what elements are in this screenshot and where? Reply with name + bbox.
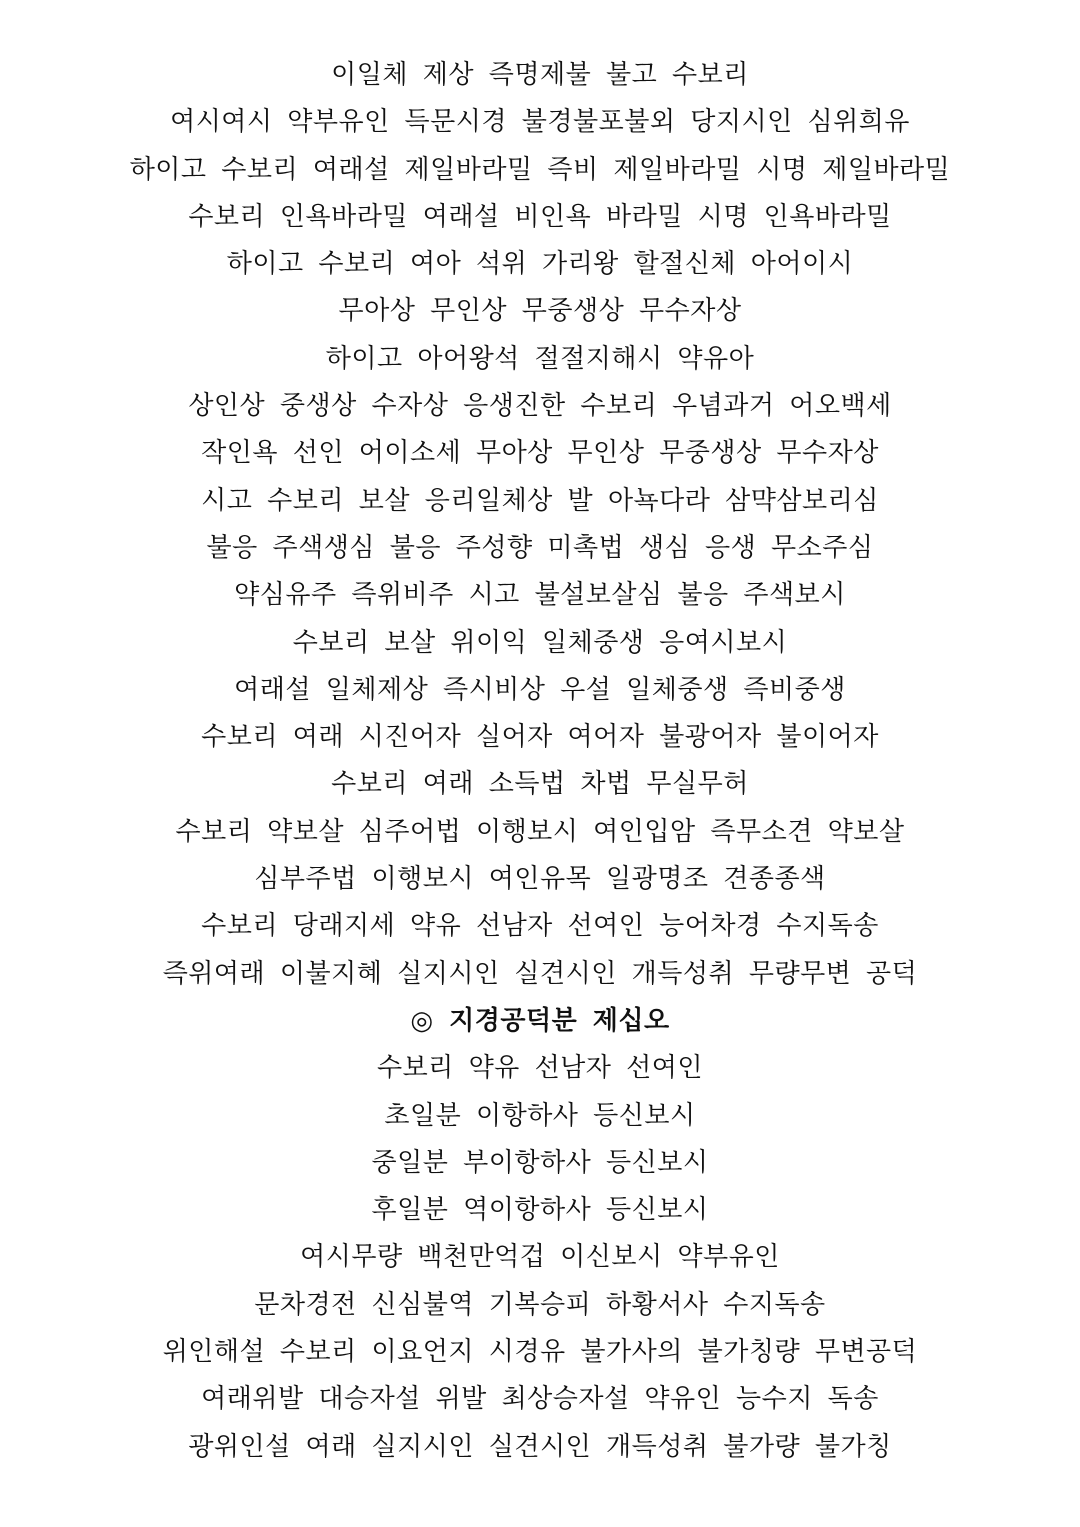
text-line: 상인상 중생상 수자상 응생진한 수보리 우념과거 어오백세 xyxy=(188,391,892,422)
text-line: 여시무량 백천만억겁 이신보시 약부유인 xyxy=(300,1242,780,1273)
text-line: 약심유주 즉위비주 시고 불설보살심 불응 주색보시 xyxy=(234,580,846,611)
text-line: 초일분 이항하사 등신보시 xyxy=(384,1100,696,1131)
text-line: 수보리 여래 시진어자 실어자 여어자 불광어자 불이어자 xyxy=(201,722,879,753)
text-line: 즉위여래 이불지혜 실지시인 실견시인 개득성취 무량무변 공덕 xyxy=(162,958,918,989)
text-line: 여래위발 대승자설 위발 최상승자설 약유인 능수지 독송 xyxy=(201,1384,879,1415)
text-line: 불응 주색생심 불응 주성향 미촉법 생심 응생 무소주심 xyxy=(206,532,874,563)
text-line: 시고 수보리 보살 응리일체상 발 아뇩다라 삼먁삼보리심 xyxy=(201,485,879,516)
text-line: 수보리 보살 위이익 일체중생 응여시보시 xyxy=(292,627,788,658)
text-line: 수보리 인욕바라밀 여래설 비인욕 바라밀 시명 인욕바라밀 xyxy=(188,201,892,232)
text-line: 수보리 약보살 심주어법 이행보시 여인입암 즉무소견 약보살 xyxy=(175,816,905,847)
text-line: 하이고 수보리 여아 석위 가리왕 할절신체 아어이시 xyxy=(226,249,854,280)
text-line: 심부주법 이행보시 여인유목 일광명조 견종종색 xyxy=(254,864,826,895)
text-line: 중일분 부이항하사 등신보시 xyxy=(371,1147,709,1178)
text-line: 광위인설 여래 실지시인 실견시인 개득성취 불가량 불가칭 xyxy=(188,1431,892,1462)
text-line: 후일분 역이항하사 등신보시 xyxy=(371,1195,709,1226)
scripture-page xyxy=(0,52,1080,1471)
text-line: 무아상 무인상 무중생상 무수자상 xyxy=(338,296,742,327)
text-line: 수보리 여래 소득법 차법 무실무허 xyxy=(331,769,749,800)
text-line: 여시여시 약부유인 득문시경 불경불포불외 당지시인 심위희유 xyxy=(170,107,910,138)
text-line: 이일체 제상 즉명제불 불고 수보리 xyxy=(331,60,749,90)
text-line: 문차경전 신심불역 기복승피 하황서사 수지독송 xyxy=(254,1289,826,1320)
text-line: 수보리 약유 선남자 선여인 xyxy=(376,1053,704,1084)
text-line: 작인욕 선인 어이소세 무아상 무인상 무중생상 무수자상 xyxy=(201,438,879,469)
text-line: 여래설 일체제상 즉시비상 우설 일체중생 즉비중생 xyxy=(234,674,846,705)
text-line: 하이고 수보리 여래설 제일바라밀 즉비 제일바라밀 시명 제일바라밀 xyxy=(129,154,951,185)
text-line: 위인해설 수보리 이요언지 시경유 불가사의 불가칭량 무변공덕 xyxy=(162,1337,918,1368)
text-line: 하이고 아어왕석 절절지해시 약유아 xyxy=(325,343,755,374)
section-heading: ◎ 지경공덕분 제십오 xyxy=(410,1005,670,1036)
text-line: 수보리 당래지세 약유 선남자 선여인 능어차경 수지독송 xyxy=(201,911,879,942)
